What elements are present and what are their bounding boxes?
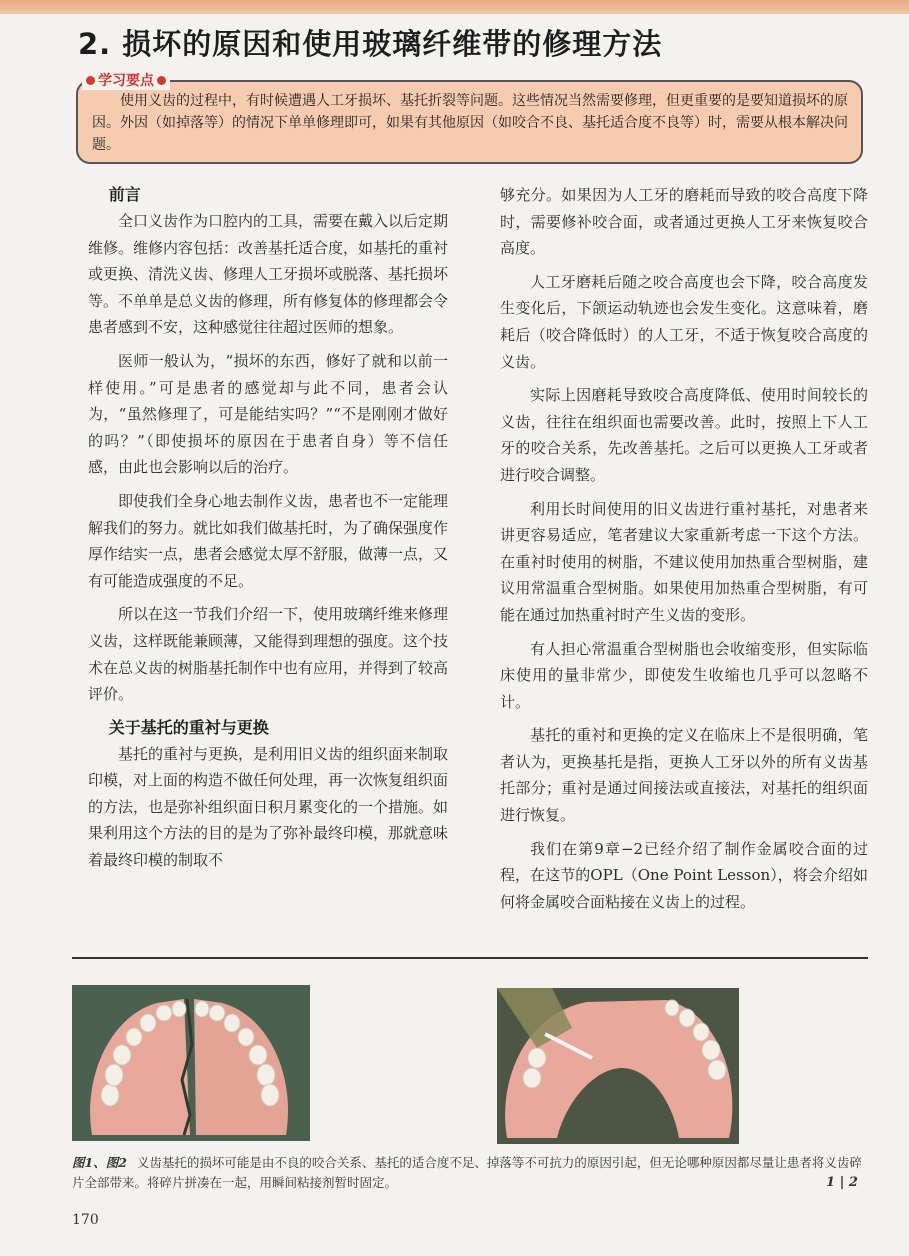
paragraph: 人工牙磨耗后随之咬合高度也会下降，咬合高度发生变化后，下颌运动轨迹也会发生变化。这意味着，磨耗后（咬合降低时）的人工牙，不适于恢复咬合高度的义齿。 <box>500 272 868 371</box>
paragraph: 我们在第9章−2已经介绍了制作金属咬合面的过程，在这节的OPL（One Point Lesson），将会介绍如何将金属咬合面粘接在义齿上的过程。 <box>500 839 868 911</box>
paragraph: 即使我们全身心地去制作义齿，患者也不一定能理解我们的努力。就比如我们做基托时，为了确保强度作厚作结实一点，患者会感觉太厚不舒服，做薄一点，又有可能造成强度的不足。 <box>88 491 449 590</box>
key-points-text: 使用义齿的过程中，有时候遭遇人工牙损坏、基托折裂等问题。这些情况当然需要修理，但更重要的是要知道损坏的原因。外因（如掉落等）的情况下单单修理即可，如果有其他原因（如咬合不良、基托适合度不良等）时，需要从根本解决问题。 <box>92 93 848 153</box>
caption-text: 义齿基托的损坏可能是由不良的咬合关系、基托的适合度不足、掉落等不可抗力的原因引起，但无论哪种原因都尽量让患者将义齿碎片全部带来。将碎片拼凑在一起，用瞬间粘接剂暂时固定。 <box>72 1155 862 1190</box>
figure-numbers: 1 | 2 <box>826 1175 858 1190</box>
heading-reline: 关于基托的重衬与更换 <box>108 717 269 737</box>
bullet-dot-icon <box>157 76 166 85</box>
figure-caption <box>72 1153 868 1193</box>
divider-rule <box>72 957 868 959</box>
right-column <box>500 182 868 922</box>
paragraph: 基托的重衬与更换，是利用旧义齿的组织面来制取印模，对上面的构造不做任何处理，再一次恢复组织面的方法，也是弥补组织面日积月累变化的一个措施。如果利用这个方法的目的是为了弥补最终印模，那就意味着最终印模的制取不 <box>88 744 449 870</box>
key-points-label <box>82 70 170 90</box>
paragraph: 够充分。如果因为人工牙的磨耗而导致的咬合高度下降时，需要修补咬合面，或者通过更换人工牙来恢复咬合高度。 <box>500 186 868 258</box>
section-title: 2. 损坏的原因和使用玻璃纤维带的修理方法 <box>78 27 663 61</box>
key-points-label-text: 学习要点 <box>98 73 154 89</box>
denture-broken-illustration <box>72 985 310 1141</box>
left-column <box>88 182 448 881</box>
bullet-dot-icon <box>86 76 95 85</box>
paragraph: 实际上因磨耗导致咬合高度降低、使用时间较长的义齿，往往在组织面也需要改善。此时，按照上下人工牙的咬合关系，先改善基托。之后可以更换人工牙或者进行咬合调整。 <box>500 386 868 484</box>
paragraph: 有人担心常温重合型树脂也会收缩变形，但实际临床使用的量非常少，即使发生收缩也几乎可以忽略不计。 <box>500 639 868 711</box>
figure-label: 图1、图2 <box>72 1155 127 1170</box>
page-number: 170 <box>72 1212 99 1228</box>
figure-1-broken-denture-photo <box>72 985 310 1141</box>
paragraph: 基托的重衬和更换的定义在临床上不是很明确，笔者认为，更换基托是指，更换人工牙以外的所有义齿基托部分；重衬是通过间接法或直接法，对基托的组织面进行恢复。 <box>500 726 868 825</box>
top-color-band <box>0 0 909 14</box>
paragraph: 所以在这一节我们介绍一下，使用玻璃纤维来修理义齿，这样既能兼顾薄，又能得到理想的强度。这个技术在总义齿的树脂基托制作中也有应用，并得到了较高评价。 <box>88 605 449 704</box>
paragraph: 全口义齿作为口腔内的工具，需要在戴入以后定期维修。维修内容包括：改善基托适合度，如基托的重衬或更换、清洗义齿、修理人工牙损坏或脱落、基托损坏等。不单单是总义齿的修理，所有修复体的修理都会令患者感到不安，这种感觉往往超过医师的想象。 <box>88 212 449 337</box>
denture-repair-illustration <box>497 988 739 1144</box>
figure-2-repair-photo <box>497 988 739 1144</box>
paragraph: 医师一般认为，“损坏的东西，修好了就和以前一样使用。”可是患者的感觉却与此不同，患者会认为，“虽然修理了，可是能结实吗？”“不是刚刚才做好的吗？”（即使损坏的原因在于患者自身）等不信任感，由此也会影响以后的治疗。 <box>88 351 448 477</box>
paragraph: 利用长时间使用的旧义齿进行重衬基托，对患者来讲更容易适应，笔者建议大家重新考虑一下这个方法。在重衬时使用的树脂，不建议使用加热重合型树脂，建议用常温重合型树脂。如果使用加热重合型树脂，有可能在通过加热重衬时产生义齿的变形。 <box>500 499 868 624</box>
heading-preface: 前言 <box>108 185 141 204</box>
